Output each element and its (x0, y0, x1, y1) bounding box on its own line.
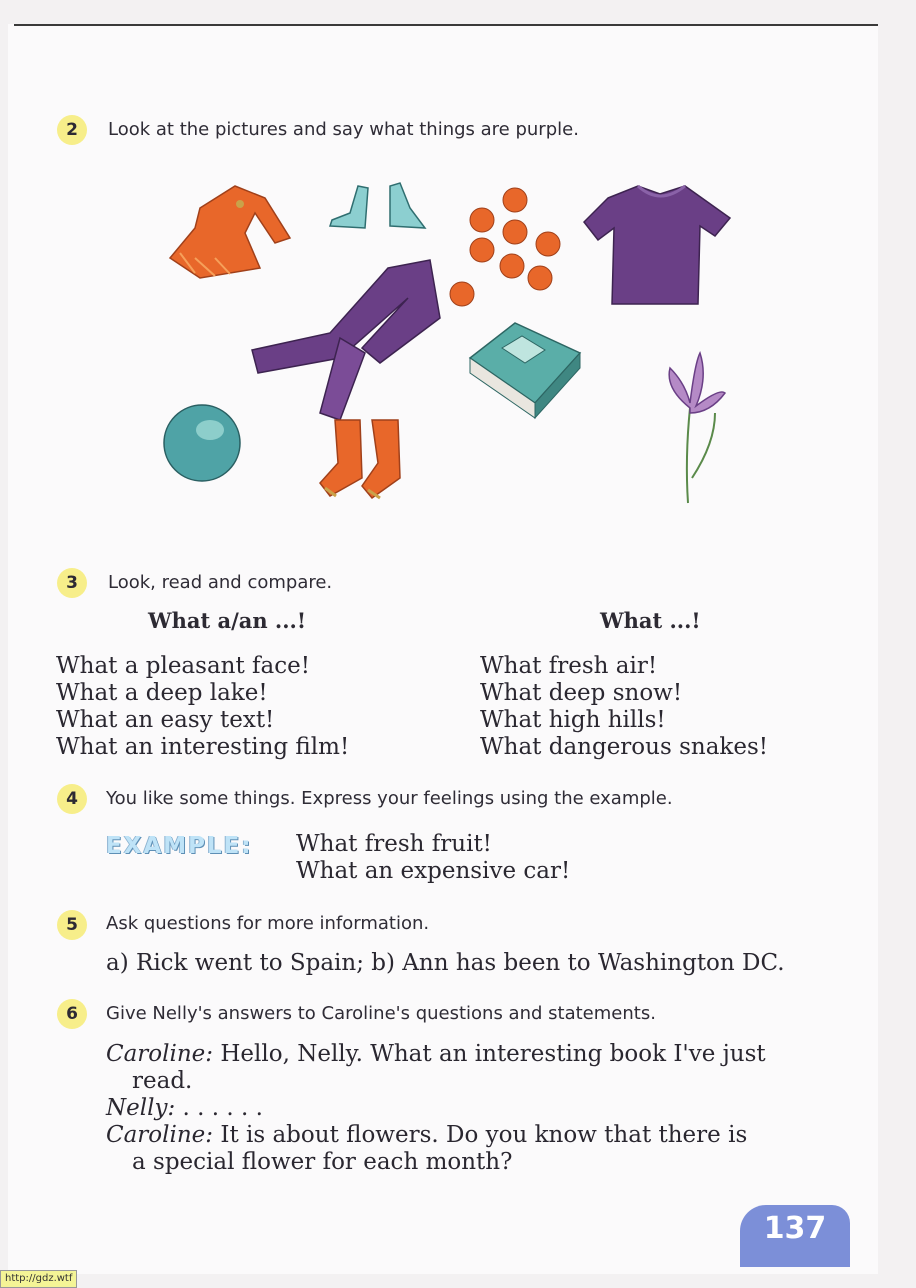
left-column-heading: What a/an ...! (148, 608, 307, 633)
exercise-5-line: a) Rick went to Spain; b) Ann has been to Washington DC. (106, 950, 785, 976)
example-line-1: What fresh fruit! (296, 831, 492, 857)
book-icon (470, 323, 580, 418)
caroline-line-2b: a special flower for each month? (132, 1149, 513, 1175)
exercise-4-number: 4 (57, 784, 87, 814)
exercise-6-number: 6 (57, 999, 87, 1029)
watermark-link[interactable]: http://gdz.wtf (0, 1270, 77, 1288)
exercise-3-instruction: Look, read and compare. (108, 572, 333, 593)
caroline-line-1a: Hello, Nelly. What an interesting book I've just (220, 1041, 766, 1067)
nelly-answer-placeholder: . . . . . . (182, 1095, 263, 1121)
left-line-3: What an easy text! (56, 707, 275, 733)
right-line-3: What high hills! (480, 707, 666, 733)
exercise-3-number: 3 (57, 568, 87, 598)
ball-icon (164, 405, 240, 481)
speaker-caroline-2: Caroline: (106, 1122, 214, 1148)
tshirt-icon (584, 186, 730, 304)
exercise-5-number: 5 (57, 910, 87, 940)
caroline-line-2a: It is about flowers. Do you know that there is (220, 1122, 748, 1148)
iris-flower-icon (669, 353, 725, 503)
dress-icon (170, 186, 290, 278)
exercise-6-instruction: Give Nelly's answers to Caroline's questions and statements. (106, 1003, 656, 1024)
exercise-2-number: 2 (57, 115, 87, 145)
left-line-4: What an interesting film! (56, 734, 350, 760)
speaker-caroline: Caroline: (106, 1041, 214, 1067)
page-number: 137 (740, 1205, 850, 1267)
left-line-2: What a deep lake! (56, 680, 268, 706)
right-line-2: What deep snow! (480, 680, 683, 706)
dialogue-caroline-1 (106, 1041, 766, 1067)
top-rule (14, 24, 878, 26)
dialogue-nelly-1 (106, 1095, 263, 1121)
right-line-1: What fresh air! (480, 653, 658, 679)
trousers-icon (252, 260, 440, 420)
right-line-4: What dangerous snakes! (480, 734, 768, 760)
left-line-1: What a pleasant face! (56, 653, 310, 679)
oranges-icon (450, 188, 560, 306)
right-column-heading: What ...! (600, 608, 701, 633)
exercise-4-instruction: You like some things. Express your feelings using the example. (106, 788, 673, 809)
dialogue-caroline-2 (106, 1122, 747, 1148)
speaker-nelly: Nelly: (106, 1095, 176, 1121)
caroline-line-1b: read. (132, 1068, 193, 1094)
exercise-2-instruction: Look at the pictures and say what things are purple. (108, 119, 579, 140)
purple-things-illustration (140, 158, 760, 528)
socks-icon (320, 420, 400, 498)
shoes-icon (330, 183, 425, 228)
example-line-2: What an expensive car! (296, 858, 571, 884)
exercise-5-instruction: Ask questions for more information. (106, 913, 430, 934)
example-label: EXAMPLE: (106, 833, 253, 859)
